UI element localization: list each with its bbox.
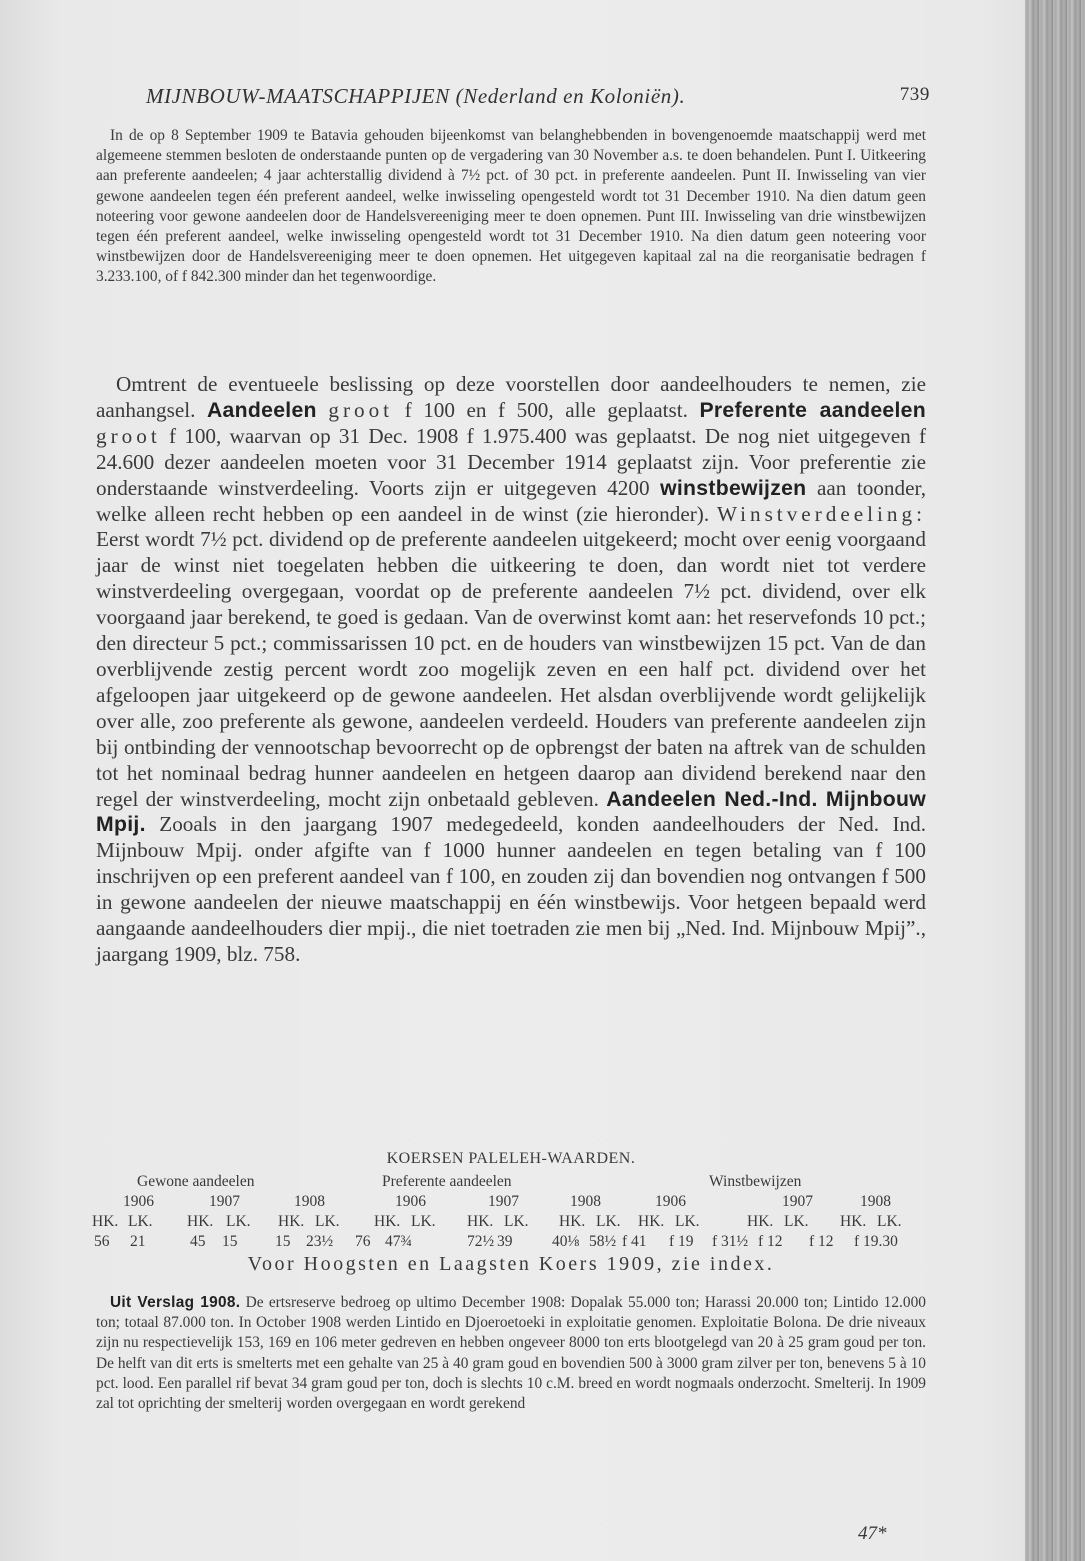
subheader-cell: LK. [504,1213,529,1230]
value-cell: f 19.30 [854,1233,898,1250]
year-cell: 1908 [860,1193,891,1210]
heading-uit-verslag: Uit Verslag 1908. [110,1294,241,1311]
text-segment: Zooals in den jaargang 1907 medegedeeld, konden aandeelhouders der Ned. Ind. Mijnbouw Mpij. onder afgifte van f 1000 hunner aandeelen en tegen betaling van f 100 inschrijven op een preferent aandeel van f 100, en zouden zij dan bovendien nog ontvangen f 500 in gewone aandeelen der nieuwe maatschappij en één winstbewijs. Voor hetgeen bepaald werd aangaande aandeelhouders dier mpij., die niet toetraden zie men bij „Ned. Ind. Mijnbouw Mpij”., jaargang 1909, blz. 758. [96,812,927,966]
table-year-row [92,1192,932,1212]
signature-mark: 47* [858,1523,887,1544]
value-cell: 58½ [589,1233,617,1250]
heading-ned-ind-mijnbouw: Aandeelen Ned.-Ind. Mijnbouw Mpij. [96,787,926,837]
subheader-cell: LK. [411,1213,436,1230]
subheader-cell: HK. [374,1213,401,1230]
year-cell: 1908 [570,1193,601,1210]
subheader-cell: HK. [187,1213,214,1230]
subheader-cell: HK. [467,1213,494,1230]
value-cell: 21 [130,1233,146,1250]
group-header: Winstbewijzen [709,1173,802,1190]
book-gutter-edge [1025,0,1085,1561]
subheader-cell: LK. [315,1213,340,1230]
value-cell: f 41 [622,1233,647,1250]
running-header-title: MIJNBOUW-MAATSCHAPPIJEN (Nederland en Koloniën). [146,84,686,108]
heading-aandeelen: Aandeelen [206,398,317,422]
verslag-paragraph [96,1293,926,1414]
group-header: Preferente aandeelen [382,1173,512,1190]
value-cell: 15 [275,1233,291,1250]
heading-winstbewijzen: winstbewijzen [660,476,807,500]
table-value-row [92,1232,932,1252]
subheader-cell: LK. [877,1213,902,1230]
running-header [146,84,936,109]
year-cell: 1907 [209,1193,240,1210]
value-cell: 76 [355,1233,371,1250]
text-segment: aan toonder, welke alleen recht hebben op een aandeel in de winst (zie hieronder). [96,475,927,526]
value-cell: f 19 [669,1233,694,1250]
value-cell: 39 [497,1233,513,1250]
value-cell: 47¾ [385,1233,413,1250]
spaced-word: groot [328,397,394,422]
heading-winstverdeeling: Winstverdeeling: [716,501,927,526]
koersen-table [92,1172,932,1252]
heading-preferente-aandeelen: Preferente aandeelen [699,398,927,422]
value-cell: 45 [190,1233,206,1250]
subheader-cell: HK. [92,1213,119,1230]
year-cell: 1906 [655,1193,686,1210]
subheader-cell: HK. [747,1213,774,1230]
value-cell: 40⅛ [552,1233,580,1250]
subheader-cell: LK. [675,1213,700,1230]
text-segment: De ertsreserve bedroeg op ultimo December 1908: Dopalak 55.000 ton; Harassi 20.000 ton; Lintido 12.000 ton; totaal 87.000 ton. In October 1908 werden Lintido en Djoeroetoeki in exploitatie genomen. Exploitatie Bolona. De drie niveaux zijn nu respectievelijk 153, 169 en 106 meter gedreven en hebben ongeveer 8000 ton erts blootgelegd van 20 à 25 gram goud per ton. De helft van dit erts is smelterts met een gehalte van 25 à 40 gram goud en bovendien 500 à 3000 gram zilver per ton, benevens 5 à 10 pct. lood. Een parallel rif bevat 34 gram goud per ton, doch is slechts 10 c.M. breed en wordt nogmaals onderzocht. Smelterij. In 1909 zal tot oprichting der smelterij worden overgegaan en wordt gerekend [96,1294,926,1413]
group-header: Gewone aandeelen [137,1173,255,1190]
value-cell: 15 [222,1233,238,1250]
spaced-word: groot [96,423,161,448]
text-segment: Eerst wordt 7½ pct. dividend op de preferente aandeelen uitgekeerd; mocht over eenig voorgaand jaar de winst niet toegelaten hebben die uitkeering te doen, dan wordt niet tot verdere winstverdeeling overgegaan, voordat op de preferente aandeelen 7½ pct. dividend, over elk voorgaand jaar berekend, te goed is gedaan. Van de overwinst komt aan: het reservefonds 10 pct.; den directeur 5 pct.; commissarissen 10 pct. en de houders van winstbewijzen 15 pct. Van de dan overblijvende zestig percent wordt zoo mogelijk zeven en een half pct. dividend over het afgeloopen jaar uitgekeerd op de gewone aandeelen. Het alsdan overblijvende wordt gelijkelijk over alle, zoo preferente als gewone, aandeelen verdeeld. Houders van preferente aandeelen zijn bij ontbinding der vennootschap bevoorrecht op de opbrengst der baten na aftrek van de schulden tot het nominaal bedrag hunner aandeelen en hetgeen daarop aan dividend berekend naar den regel der winstverdeeling, mocht zijn onbetaald gebleven. [96,527,926,811]
value-cell: 72½ [467,1233,495,1250]
subheader-cell: HK. [278,1213,305,1230]
subheader-cell: LK. [784,1213,809,1230]
subheader-cell: HK. [840,1213,867,1230]
value-cell: f 31½ [712,1233,749,1250]
main-paragraph [96,372,926,968]
year-cell: 1907 [782,1193,813,1210]
notice-paragraph: In de op 8 September 1909 te Batavia gehouden bijeenkomst van belanghebbenden in bovengenoemde maatschappij werd met algemeene stemmen besloten de onderstaande punten op de vergadering van 30 November a.s. te doen behandelen. Punt I. Uitkeering aan preferente aandeelen; 4 jaar achterstallig dividend à 7½ pct. of 30 pct. in preferente aandeelen. Punt II. Inwisseling van vier gewone aandeelen tegen één preferent aandeel, welke inwisseling opengesteld wordt tot 31 December 1910. Na dien datum geen noteering voor gewone aandeelen door de Handelsvereeniging meer te doen opnemen. Punt III. Inwisseling van drie winstbewijzen tegen één preferent aandeel, welke inwisseling opengesteld wordt tot 31 December 1910. Na dien datum geen noteering voor winstbewijzen door de Handelsvereeniging meer te doen opnemen. Het uitgegeven kapitaal zal na die reorganisatie bedragen f 3.233.100, of f 842.300 minder dan het tegenwoordige. [96,127,926,286]
value-cell: f 12 [758,1233,783,1250]
text-segment: f 100 en f 500, alle geplaatst. [393,397,688,422]
year-cell: 1907 [488,1193,519,1210]
table-group-row [92,1172,932,1192]
table-subheader-row [92,1212,932,1232]
subheader-cell: LK. [596,1213,621,1230]
value-cell: 56 [94,1233,110,1250]
value-cell: 23½ [306,1233,334,1250]
koersen-table-title: KOERSEN PALELEH-WAARDEN. [386,1150,636,1167]
text-segment: f 100, waarvan op 31 Dec. 1908 f 1.975.400 was geplaatst. De nog niet uitgegeven f 24.600 dezer aandeelen moeten voor 31 December 1914 geplaatst zijn. Voor preferentie zie onderstaande winstverdeeling. Voorts zijn er uitgegeven 4200 [96,423,926,500]
text-segment: Omtrent de eventueele beslissing op deze voorstellen door aandeelhouders te nemen, zie aanhangsel. [96,372,926,422]
page-number: 739 [899,84,930,105]
index-note: Voor Hoogsten en Laagsten Koers 1909, zie index. [247,1253,775,1275]
year-cell: 1908 [294,1193,325,1210]
subheader-cell: HK. [638,1213,665,1230]
year-cell: 1906 [395,1193,426,1210]
subheader-cell: HK. [559,1213,586,1230]
subheader-cell: LK. [128,1213,153,1230]
subheader-cell: LK. [226,1213,251,1230]
year-cell: 1906 [123,1193,154,1210]
value-cell: f 12 [809,1233,834,1250]
